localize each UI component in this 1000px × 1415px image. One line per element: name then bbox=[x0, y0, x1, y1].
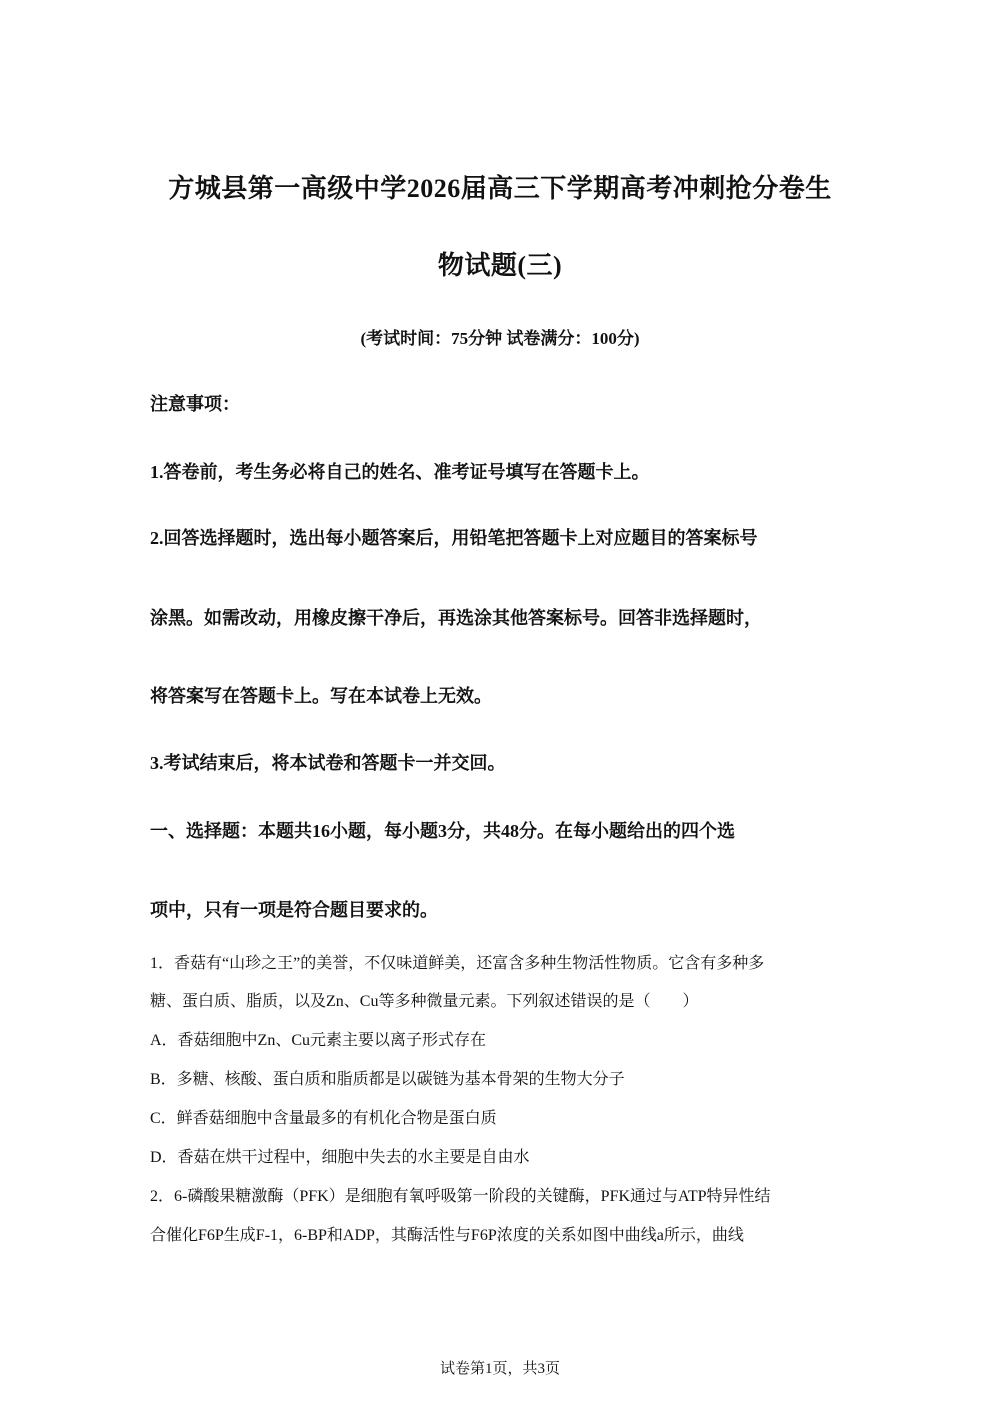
notice-item-2-line2: 涂黑。如需改动，用橡皮擦干净后，再选涂其他答案标号。回答非选择题时， bbox=[150, 608, 762, 628]
notice-item-3: 3.考试结束后，将本试卷和答题卡一并交回。 bbox=[150, 753, 506, 773]
exam-title-line1: 方城县第一高级中学2026届高三下学期高考冲刺抢分卷生 bbox=[168, 174, 832, 203]
question-1-option-b: B．多糖、核酸、蛋白质和脂质都是以碳链为基本骨架的生物大分子 bbox=[150, 1071, 625, 1088]
section-heading-line1: 一、选择题：本题共16小题，每小题3分，共48分。在每小题给出的四个选 bbox=[150, 821, 735, 841]
page-footer: 试卷第1页，共3页 bbox=[439, 1361, 560, 1377]
question-1-option-a: A．香菇细胞中Zn、Cu元素主要以离子形式存在 bbox=[150, 1032, 487, 1049]
notice-item-1: 1.答卷前，考生务必将自己的姓名、准考证号填写在答题卡上。 bbox=[150, 462, 650, 482]
question-2-stem-line1: 2．6-磷酸果糖激酶（PFK）是细胞有氧呼吸第一阶段的关键酶，PFK通过与ATP特异性结 bbox=[150, 1188, 771, 1205]
question-1-option-d: D．香菇在烘干过程中，细胞中失去的水主要是自由水 bbox=[150, 1149, 530, 1166]
section-heading-line2: 项中，只有一项是符合题目要求的。 bbox=[150, 900, 438, 920]
notice-item-2-line1: 2.回答选择题时，选出每小题答案后，用铅笔把答题卡上对应题目的答案标号 bbox=[150, 528, 758, 548]
question-1-option-c: C．鲜香菇细胞中含量最多的有机化合物是蛋白质 bbox=[150, 1110, 497, 1127]
question-1-stem-line1: 1．香菇有“山珍之王”的美誉，不仅味道鲜美，还富含多种生物活性物质。它含有多种多 bbox=[150, 955, 765, 972]
question-2-stem-line2: 合催化F6P生成F-1，6-BP和ADP，其酶活性与F6P浓度的关系如图中曲线a所示，曲线 bbox=[150, 1227, 744, 1244]
exam-subtitle: (考试时间：75分钟 试卷满分：100分) bbox=[360, 329, 640, 348]
notice-item-2-line3: 将答案写在答题卡上。写在本试卷上无效。 bbox=[150, 686, 492, 706]
question-1-stem-line2: 糖、蛋白质、脂质，以及Zn、Cu等多种微量元素。下列叙述错误的是（ ） bbox=[150, 993, 699, 1010]
notice-heading: 注意事项： bbox=[150, 394, 240, 414]
exam-title-line2: 物试题(三) bbox=[437, 251, 563, 280]
